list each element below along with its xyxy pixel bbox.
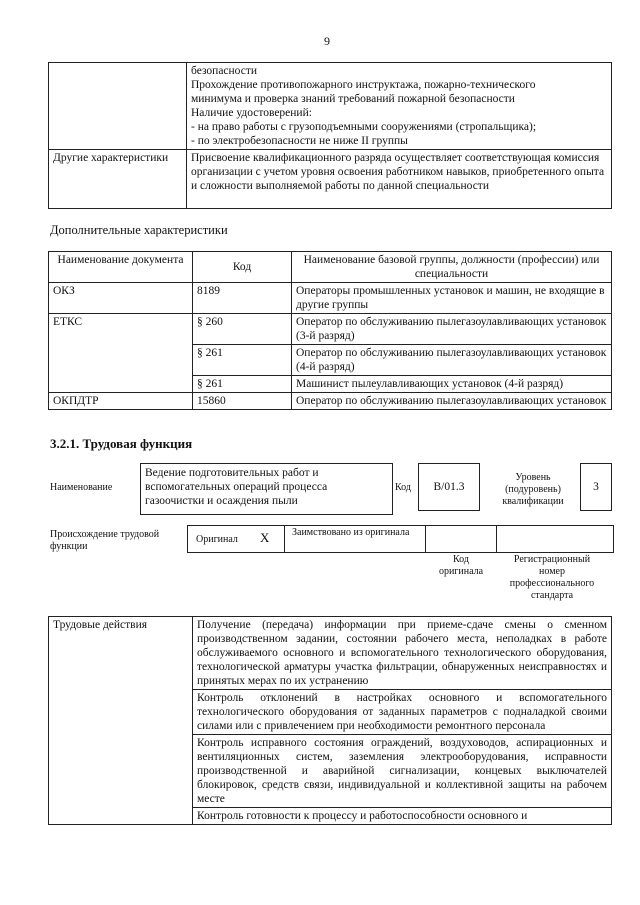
borrowed-label: Заимствовано из оригинала xyxy=(292,527,410,538)
other-characteristics-label: Другие характеристики xyxy=(49,150,187,209)
additional-characteristics-table xyxy=(48,251,612,410)
requirements-cell xyxy=(187,63,612,150)
page-number: 9 xyxy=(324,34,330,48)
divider xyxy=(284,526,285,552)
group-name-cell: Машинист пылеулавливающих установок (4-й разряд) xyxy=(292,376,612,393)
requirement-line: - на право работы с грузоподъемными сооружениями (стропальщика); xyxy=(191,121,537,133)
qualification-level-label: Уровень (подуровень) квалификации xyxy=(502,472,564,507)
divider xyxy=(496,526,497,552)
requirement-line: - по электробезопасности не ниже II группы xyxy=(191,135,408,147)
labor-action-item: Получение (передача) информации при приеме-сдаче смены о сменном производственном задании, состоянии рабочего места, неполадках в работе обслуживаемого основного и вспомогательного технологического оборудования, технологической арматуры участка фильтрации, обнаруженных неисправностях и принятых мерах по их устранению xyxy=(193,617,612,690)
header-doc-name: Наименование документа xyxy=(49,252,193,283)
origin-box xyxy=(187,525,614,553)
requirement-line: минимума и проверка знаний требований пожарной безопасности xyxy=(191,93,515,105)
group-name-cell: Операторы промышленных установок и машин, не входящие в другие группы xyxy=(292,283,612,314)
code-cell: 8189 xyxy=(193,283,292,314)
labor-actions-table xyxy=(48,616,612,825)
requirement-line: Прохождение противопожарного инструктажа, пожарно-технического xyxy=(191,79,536,91)
labor-action-item: Контроль отклонений в настройках основного и вспомогательного технологического оборудования от заданных параметров с подналадкой своими силами или с привлечением при необходимости ремонтного персонала xyxy=(193,690,612,735)
doc-cell: ОКПДТР xyxy=(49,393,193,410)
doc-cell: ЕТКС xyxy=(49,314,193,393)
requirement-line: Наличие удостоверений: xyxy=(191,107,312,119)
code-original-caption: Код оригинала xyxy=(438,554,484,577)
section-title: 3.2.1. Трудовая функция xyxy=(50,436,193,451)
registration-number-caption: Регистрационный номер профессионального стандарта xyxy=(509,554,595,601)
header-code: Код xyxy=(193,252,292,283)
group-name-cell: Оператор по обслуживанию пылегазоулавливающих установок (3-й разряд) xyxy=(292,314,612,345)
function-code-box: B/01.3 xyxy=(418,463,480,511)
qualification-requirements-table xyxy=(48,62,612,209)
qualification-level-box: 3 xyxy=(580,463,612,511)
code-cell: § 261 xyxy=(193,376,292,393)
code-cell: 15860 xyxy=(193,393,292,410)
origin-label: Происхождение трудовой функции xyxy=(50,529,160,552)
labor-actions-label: Трудовые действия xyxy=(49,617,193,825)
other-characteristics-text: Присвоение квалификационного разряда осуществляет соответствующая комиссия организации с учетом уровня освоения работником навыков, приобретенного опыта и сложности выполняемой работы по данной специальности xyxy=(187,150,612,209)
header-group-name: Наименование базовой группы, должности (профессии) или специальности xyxy=(292,252,612,283)
doc-cell: ОКЗ xyxy=(49,283,193,314)
group-name-cell: Оператор по обслуживанию пылегазоулавливающих установок (4-й разряд) xyxy=(292,345,612,376)
function-name-box: Ведение подготовительных работ и вспомогательных операций процесса газоочистки и осаждения пыли xyxy=(140,463,393,515)
code-cell: § 261 xyxy=(193,345,292,376)
labor-action-item: Контроль готовности к процессу и работоспособности основного и xyxy=(193,808,612,825)
group-name-cell: Оператор по обслуживанию пылегазоулавливающих установок xyxy=(292,393,612,410)
additional-characteristics-title: Дополнительные характеристики xyxy=(50,223,228,237)
original-mark: X xyxy=(260,530,270,545)
empty-label-cell xyxy=(49,63,187,150)
name-label: Наименование xyxy=(50,482,113,493)
code-label: Код xyxy=(395,482,411,493)
divider xyxy=(425,526,426,552)
labor-action-item: Контроль исправного состояния ограждений, воздуховодов, аспирационных и вентиляционных систем, заземления электрооборудования, исправности производственной и аварийной сигнализации, концевых выключателей блокировок, средств связи, индивидуальной и коллективной защиты на рабочем месте xyxy=(193,735,612,808)
original-label: Оригинал xyxy=(196,534,238,545)
code-cell: § 260 xyxy=(193,314,292,345)
requirement-line: безопасности xyxy=(191,65,258,77)
